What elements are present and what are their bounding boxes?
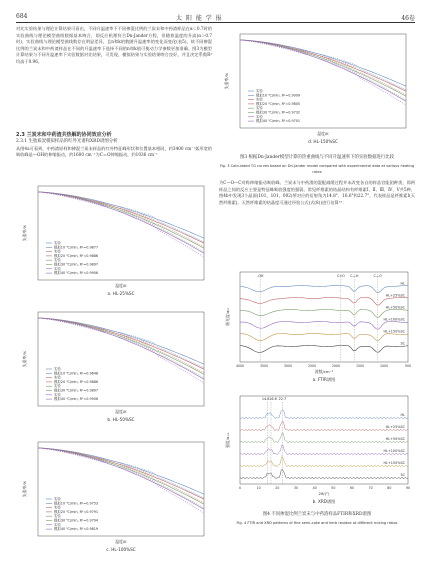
- x-tick-label: 1000: [379, 364, 389, 368]
- x-axis-label: 温度/K: [317, 131, 329, 136]
- fig4-caption-cn: 图4 不同掺混比例兰炭末与中药渣样品FTIR和XRD谱图: [262, 512, 372, 517]
- legend-label: 实验: [54, 392, 61, 397]
- figure-panel-b: [20, 306, 208, 426]
- peak-label: C—O: [373, 274, 382, 278]
- peak-label: 14.8: [261, 397, 270, 401]
- subsection-heading: 2.3.1 生胎质炭模拟样品的红外光谱和XRD谱图分析: [16, 139, 118, 144]
- legend-label: 模拟10 ℃/min, R²=0.9877: [54, 245, 99, 250]
- x-tick-label: 80: [387, 486, 392, 490]
- legend-label: 实验: [256, 89, 263, 93]
- x-tick-label: 20: [275, 486, 280, 490]
- paragraph-3: 为C—O—C对称伸缩振动吸收峰。兰炭末与中药渣的混配减缓过程并未改变各自的样品官能团种类，即两样品之间的反应主要是特征峰吸收强度的强弱。常见纤维素的结晶结构有纤维素Ⅰ、Ⅱ、Ⅲ、Ⅳ、Ⅴ共5种，图4b中发现3个晶面(101，101，002)所对应的衍射角为14.8°、16.6°和22.7°，代表样品是纤维素Ⅰ(天然纤维素)。天然纤维素的结晶度可通过经验公式(式(8))进行估算¹⁹：: [219, 180, 415, 205]
- page-number: 684: [16, 13, 28, 20]
- series-line-sim: [240, 40, 406, 96]
- series-line-exp: [38, 318, 204, 368]
- x-tick-label: 2000: [331, 364, 341, 368]
- header-rule: [16, 22, 415, 23]
- series-line-exp: [38, 448, 204, 498]
- peak-label: 22.7: [278, 397, 287, 401]
- tg-chart-d: [222, 28, 410, 148]
- series-line-sim: [38, 192, 204, 253]
- series-line-sim: [38, 318, 204, 379]
- ftir-series-line: [240, 309, 408, 317]
- series-line-sim: [38, 448, 204, 509]
- legend-label: 实验: [54, 241, 61, 245]
- legend-label: 实验: [256, 114, 263, 119]
- x-axis-label: 波数/cm⁻¹: [314, 369, 334, 374]
- paragraph-1: 对比实验结果与理论计算结果可看出，不同升温速率下不同掺混比例的兰炭末和中药渣样品在α＜0.7时的实验曲线与理论模型曲线数据基本吻合，即反应机理符合Dn-Jander方程，但随着温度的升高(α＞0.7时)，实验曲线与理论模型曲线数存在明显差异，且n和k的数随升温速率的变化而变化(表5)，故不同掺混比例的兰炭末和中药渣样品在不同的升温速率下选择不同的n和k值可使动力学参数更加准确。图3为模型计算结果与不同升温速率下实验数据对比结果，可发现，模拟结果与实验结果吻合良好，并且决定系数R²均高于0.96。: [16, 26, 212, 64]
- series-line-exp: [38, 448, 204, 508]
- legend-label: 模拟20 ℃/min, R²=0.9886: [54, 379, 99, 384]
- peak-label: 16.6: [269, 397, 277, 401]
- ftir-series-label: HL+150%SC: [383, 329, 405, 334]
- figure-panel-d: [222, 28, 410, 148]
- y-axis-label: 失重率/%: [22, 224, 27, 242]
- series-line-exp: [240, 40, 406, 100]
- x-axis-label: 温度/K: [115, 283, 127, 288]
- x-tick-label: 1500: [355, 364, 365, 368]
- y-axis-label: 失重率/%: [224, 72, 229, 90]
- legend-label: 实验: [54, 367, 61, 371]
- legend-label: 模拟40 ℃/min, R²=0.9906: [54, 271, 99, 276]
- series-line-sim: [38, 192, 204, 248]
- x-tick-label: 90: [405, 486, 411, 490]
- xrd-series-label: SC: [400, 473, 405, 477]
- ftir-series-line: [240, 321, 408, 329]
- x-tick-label: 30: [293, 486, 299, 490]
- ftir-series-line: [240, 333, 408, 340]
- legend-label: 实验: [54, 497, 61, 501]
- y-axis-label: 吸光度/au: [225, 308, 230, 326]
- x-tick-label: 3000: [283, 364, 293, 368]
- peak-label: C—H: [350, 274, 359, 278]
- peak-label: -OH: [256, 274, 264, 278]
- ftir-series-label: SC: [400, 341, 405, 346]
- xrd-series-line: [240, 469, 408, 479]
- xrd-series-line: [240, 433, 408, 443]
- x-axis-label: 温度/K: [115, 409, 127, 414]
- xrd-series-label: HL+50%SC: [385, 437, 405, 441]
- panel-caption: c. HL-100%SC: [106, 547, 136, 552]
- peak-label: C=O: [336, 274, 345, 278]
- panel-caption: b. XRD谱图: [312, 499, 336, 504]
- x-tick-label: 500: [404, 364, 412, 368]
- ftir-series-label: HL+50%SC: [385, 305, 405, 310]
- x-axis-label: 温度/K: [115, 539, 127, 544]
- legend-label: 实验: [54, 249, 61, 254]
- left-column: [16, 26, 212, 166]
- paragraph-2: 从图4a可看到，中药渣原样和掺混兰炭末样品的红外特征峰形状和位置基本相同，约3400 cm⁻¹弧形宽的吸收峰是—OH的伸缩振动，约1600 cm⁻¹为C＝O伸缩振动，约1036 cm⁻¹: [16, 145, 212, 158]
- legend-label: 实验: [256, 106, 263, 111]
- panel-caption: b. HL-50%SC: [107, 417, 135, 422]
- ftir-figure: [222, 262, 412, 384]
- tg-chart-c: [20, 436, 208, 556]
- legend-label: 模拟30 ℃/min, R²=0.9897: [54, 262, 99, 267]
- x-tick-label: 3500: [259, 364, 269, 368]
- tg-chart-a: [20, 180, 208, 300]
- x-tick-label: 10: [256, 486, 261, 490]
- x-tick-label: 40: [312, 486, 317, 490]
- legend-label: 实验: [54, 384, 61, 389]
- panel-caption: a. HL-25%SC: [107, 291, 135, 296]
- volume: 46卷: [401, 15, 415, 22]
- x-tick-label: 2500: [307, 364, 317, 368]
- figure-panel-c: [20, 436, 208, 556]
- legend-label: 实验: [54, 505, 61, 510]
- legend-label: 模拟10 ℃/min, R²=0.9648: [54, 371, 99, 376]
- x-tick-label: 0: [238, 486, 242, 490]
- legend-label: 模拟40 ℃/min, R²=0.9701: [256, 119, 301, 124]
- series-line-exp: [38, 318, 204, 378]
- ftir-series-line: [240, 285, 408, 292]
- ftir-series-label: HL: [400, 281, 405, 286]
- fig3-caption-en: Fig. 3 Calculated TG curves based on Dn-Jander model compared with experimental data at various heating rates: [219, 164, 415, 174]
- legend-label: 实验: [54, 266, 61, 271]
- series-line-exp: [38, 192, 204, 252]
- legend-label: 实验: [54, 514, 61, 519]
- legend-label: 实验: [256, 97, 263, 102]
- ftir-chart: [222, 262, 412, 384]
- series-line-sim: [38, 318, 204, 374]
- series-line-exp: [240, 40, 406, 90]
- legend-label: 模拟30 ℃/min, R²=0.9732: [256, 110, 301, 115]
- x-axis-label: 2θ/(°): [318, 491, 330, 496]
- legend-label: 模拟20 ℃/min, R²=0.9791: [54, 509, 99, 514]
- xrd-series-label: HL: [400, 413, 405, 417]
- xrd-series-line: [240, 410, 408, 419]
- x-tick-label: 4000: [235, 364, 245, 368]
- xrd-series-label: HL+150%SC: [383, 461, 405, 465]
- x-tick-label: 70: [368, 486, 373, 490]
- legend-label: 模拟40 ℃/min, R²=0.9906: [54, 397, 99, 402]
- panel-caption: a. FTIR谱图: [312, 377, 336, 382]
- legend-label: 实验: [54, 522, 61, 527]
- legend-label: 模拟10 ℃/min, R²=0.9999: [256, 93, 301, 98]
- legend-label: 实验: [54, 258, 61, 263]
- ftir-series-line: [240, 297, 408, 305]
- legend-label: 模拟30 ℃/min, R²=0.9897: [54, 388, 99, 393]
- fig4-caption-block: [219, 512, 415, 526]
- x-tick-label: 50: [331, 486, 336, 490]
- tg-chart-b: [20, 306, 208, 426]
- series-line-exp: [38, 192, 204, 242]
- figure-panel-a: [20, 180, 208, 300]
- xrd-chart: [222, 388, 412, 510]
- legend-label: 模拟20 ℃/min, R²=0.9886: [54, 253, 99, 258]
- series-line-sim: [240, 40, 406, 101]
- right-column: [219, 155, 415, 254]
- legend-label: 模拟30 ℃/min, R²=0.9794: [54, 518, 99, 523]
- journal-name: 太 阳 能 学 报: [176, 15, 223, 22]
- xrd-series-label: HL+25%SC: [385, 425, 405, 429]
- y-axis-label: 失重率/%: [22, 480, 27, 498]
- series-line-sim: [38, 448, 204, 504]
- panel-caption: d. HL-150%SC: [308, 139, 338, 144]
- legend-label: 模拟10 ℃/min, R²=0.9753: [54, 501, 99, 506]
- y-axis-label: 失重率/%: [22, 350, 27, 368]
- xrd-figure: [222, 388, 412, 510]
- legend-label: 实验: [54, 375, 61, 380]
- y-axis-label: 强度/a.u.: [225, 431, 230, 449]
- legend-label: 模拟20 ℃/min, R²=0.9805: [256, 101, 301, 106]
- x-tick-label: 60: [349, 486, 355, 490]
- legend-label: 模拟40 ℃/min, R²=0.9819: [54, 527, 99, 532]
- ftir-series-label: HL+100%SC: [383, 317, 405, 322]
- ftir-series-label: HL+25%SC: [385, 293, 405, 298]
- ftir-series-line: [240, 345, 408, 352]
- section-heading: 2.3 兰炭末和中药渣共热解的协同效应分析: [16, 132, 112, 138]
- xrd-series-line: [240, 421, 408, 431]
- fig4-caption-en: Fig. 4 FTIR and XRD patterns of fine semi-coke and herb residue at different mixing ratios: [236, 521, 398, 525]
- xrd-series-label: HL+100%SC: [383, 449, 405, 453]
- fig3-caption-cn: 图3 根据Dn-Jander模型计算的热重曲线与不同升温速率下的实验数据进行比较: [239, 155, 395, 160]
